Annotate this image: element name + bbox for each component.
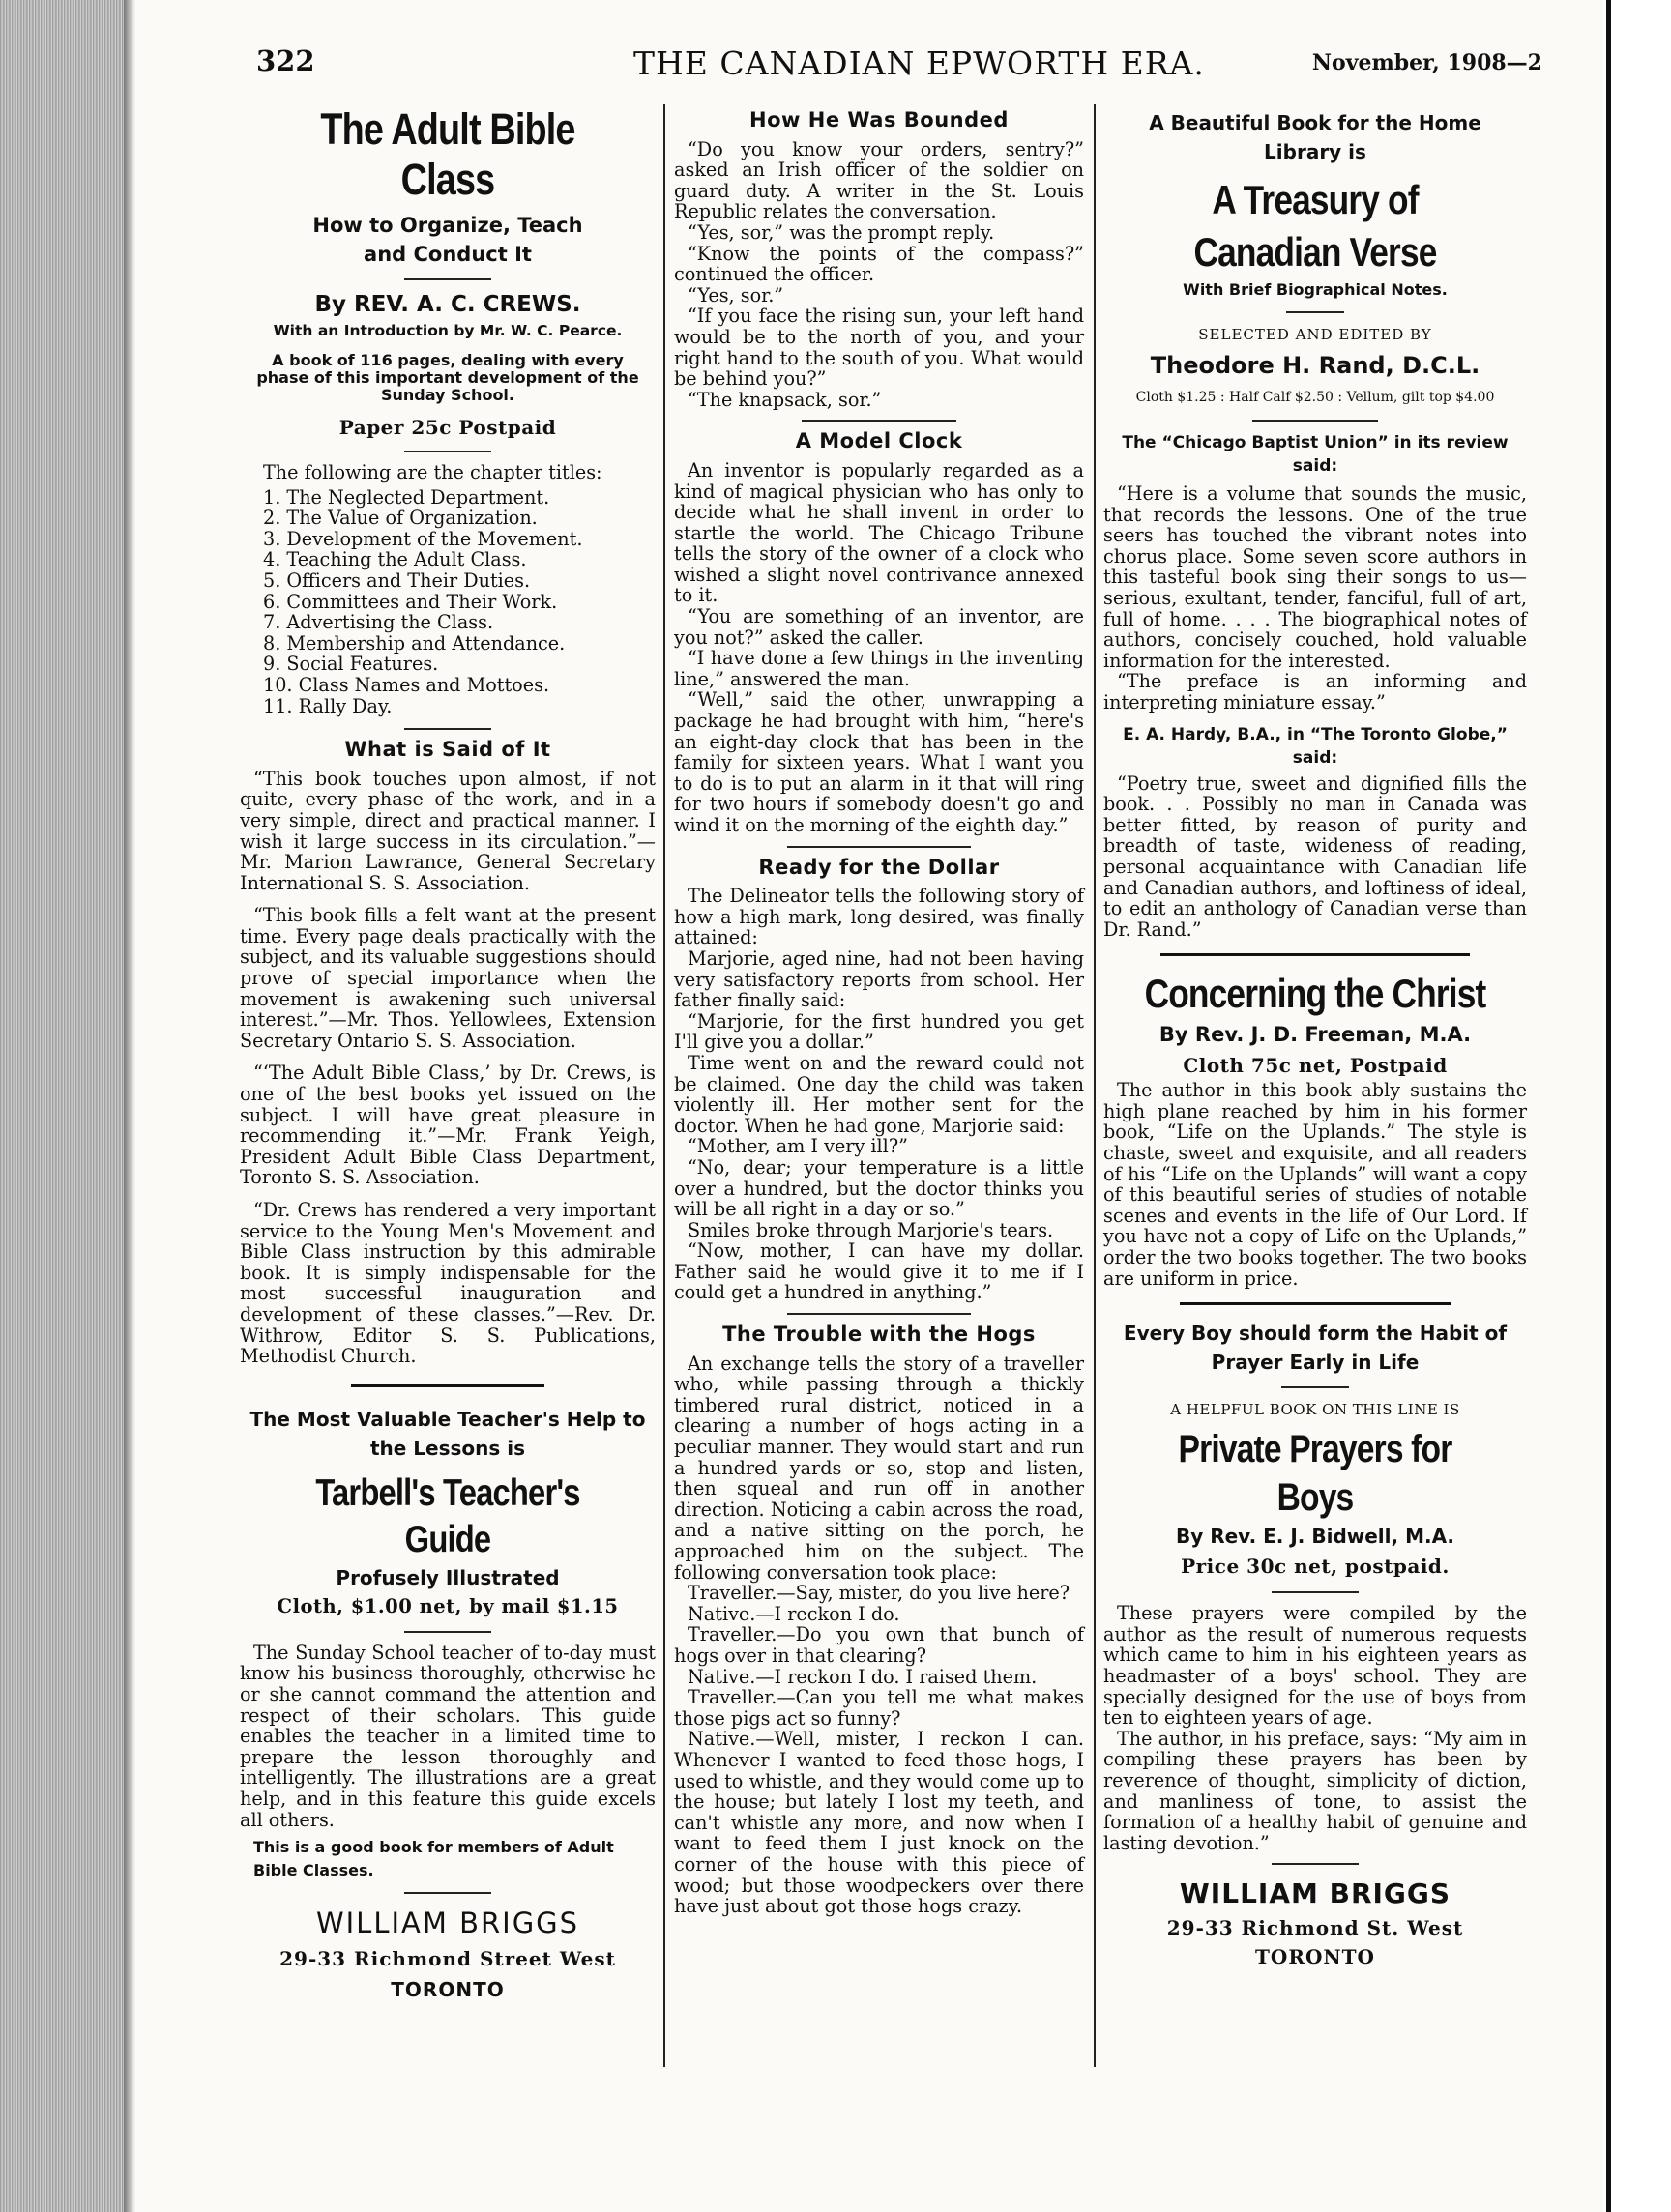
story-paragraph: “Know the points of the compass?” continued the officer. — [674, 242, 1084, 286]
ad-subtitle: How to Organize, Teach and Conduct It — [312, 214, 583, 266]
column-adult-bible-class — [240, 104, 656, 2004]
story-paragraph: The Delineator tells the following story of how a high mark, long desired, was finally attained: — [674, 885, 1084, 949]
review-text: “Here is a volume that sounds the music, that records the lessons. One of the true seers has touched the vibrant notes into chorus place. Some seven score authors in this tasteful book sing their songs to us—serious, exultant, tender, fanciful, full of art, full of home. . . . The biographical notes of authors, concisely couched, hold valuable information for the interested. — [1103, 482, 1527, 672]
story-paragraph: “I have done a few things in the inventing line,” answered the man. — [674, 647, 1084, 690]
list-item: 11. Rally Day. — [263, 694, 393, 717]
divider — [404, 451, 491, 452]
publisher-name: WILLIAM BRIGGS — [1179, 1877, 1451, 1910]
story-paragraph: “No, dear; your temperature is a little over a hundred, but the doctor thinks you will be all right in a day or so.” — [674, 1155, 1084, 1221]
story-paragraph: “Mother, am I very ill?” — [688, 1135, 908, 1158]
publisher-name: WILLIAM BRIGGS — [315, 1906, 580, 1940]
divider — [802, 420, 956, 422]
ad-author: By REV. A. C. CREWS. — [314, 292, 581, 317]
section-heading: What is Said of It — [344, 738, 551, 762]
divider — [404, 278, 491, 280]
story-paragraph: “You are something of an inventor, are you not?” asked the caller. — [674, 605, 1084, 649]
column-book-ads — [1103, 104, 1527, 1971]
page-edge-line — [1606, 0, 1611, 2212]
story-paragraph: An inventor is popularly regarded as a kind of magical physician who has only to decide what he shall invent in order to startle the world. The Chicago Tribune tells the story of the owner of a clock who wished a slight novel contrivance annexed to it. — [674, 458, 1084, 607]
story-paragraph: An exchange tells the story of a traveller who, while passing through a thickly timbered rural district, noticed in a clearing a number of hogs acting in a peculiar manner. They would start and run a hundred yards or so, stop and listen, then squeal and run off in another direction. Noticing a cabin across the road, and a native sitting on the porch, he approached him on the subject. The following conversation took place: — [674, 1352, 1084, 1584]
story-paragraph: Native.—I reckon I do. I raised them. — [688, 1665, 1038, 1688]
story-title: How He Was Bounded — [749, 108, 1009, 131]
story-paragraph: Traveller.—Do you own that bunch of hogs over in that clearing? — [674, 1623, 1084, 1667]
review-text: “Poetry true, sweet and dignified fills the book. . . Possibly no man in Canada was better fitted, by reason of purity and breadth of taste, wideness of reading, personal acquaintance with Canadian life and Canadian authors, and loftiness of ideal, to edit an anthology of Canadian verse than Dr. Rand.” — [1103, 771, 1527, 941]
christ-description: The author in this book ably sustains the high plane reached by him in his former book, “Life on the Uplands.” The style is chaste, sweet and exquisite, and all readers of his “Life on the Uplands” will want a copy of this beautiful series of studies of notable scenes and events in the life of Our Lord. If you have not a copy of Life on the Uplands,” order the two books together. The two books are uniform in price. — [1103, 1079, 1527, 1290]
page-number: 322 — [256, 44, 315, 77]
review-heading: E. A. Hardy, B.A., in “The Toronto Globe,” said: — [1123, 724, 1508, 768]
publisher-address: 29-33 Richmond Street West — [279, 1947, 616, 1971]
publisher-city: TORONTO — [1255, 1945, 1375, 1969]
publisher-city: TORONTO — [391, 1978, 505, 2002]
page-right-edge — [1603, 0, 1671, 2212]
tarbell-subtitle: Profusely Illustrated — [336, 1565, 560, 1589]
tarbell-title: Tarbell's Teacher's Guide — [315, 1471, 580, 1560]
prayers-author: By Rev. E. J. Bidwell, M.A. — [1175, 1525, 1455, 1549]
selected-by: SELECTED AND EDITED BY — [1198, 326, 1432, 343]
divider — [787, 846, 971, 848]
publisher-address: 29-33 Richmond St. West — [1166, 1916, 1464, 1940]
list-item: 10. Class Names and Mottoes. — [263, 673, 550, 696]
helpful-book: A HELPFUL BOOK ON THIS LINE IS — [1170, 1401, 1460, 1419]
divider — [1272, 1591, 1359, 1593]
divider — [787, 1313, 971, 1315]
list-item: 3. Development of the Movement. — [263, 527, 583, 550]
quote: “Dr. Crews has rendered a very important service to the Young Men's Movement and Bible Class instruction by this admirable book. It is simply indispensable for the most successful inauguration and development of these classes.”—Rev. Dr. Withrow, Editor S. S. Publications, Methodist Church. — [240, 1199, 656, 1368]
divider — [1286, 311, 1344, 313]
tarbell-note: This is a good book for members of Adult Bible Classes. — [253, 1838, 614, 1880]
column-stories — [674, 104, 1084, 1917]
story-paragraph: Native.—Well, mister, I reckon I can. Whenever I wanted to feed those hogs, I used to whistle, and they would come up to the house; but lately I lost my teeth, and can't whistle any more, and now when I want to feed them I just knock on the corner of the house with this piece of wood; but those woodpeckers over there have just about got those hogs crazy. — [674, 1728, 1084, 1918]
list-item: 2. The Value of Organization. — [263, 507, 538, 530]
quote: “‘The Adult Bible Class,’ by Dr. Crews, is one of the best books yet issued on the subject. I will have great pleasure in recommending it.”—Mr. Frank Yeigh, President Adult Bible Class Department, Toronto S. S. Association. — [240, 1062, 656, 1189]
story-paragraph: “Now, mother, I can have my dollar. Father said he would give it to me if I could get a hundred in anything.” — [674, 1239, 1084, 1304]
story-paragraph: “Yes, sor,” was the prompt reply. — [688, 220, 995, 244]
tarbell-price: Cloth, $1.00 net, by mail $1.15 — [277, 1594, 619, 1617]
story-paragraph: “The knapsack, sor.” — [688, 388, 882, 411]
divider — [404, 728, 491, 730]
divider — [404, 1631, 491, 1633]
review-heading: The “Chicago Baptist Union” in its review said: — [1122, 433, 1509, 476]
tarbell-description: The Sunday School teacher of to-day must know his business thoroughly, otherwise he or she cannot command the attention and respect of their scholars. This guide enables the teacher in a limited time to prepare the lesson thoroughly and intelligently. The illustrations are a great help, and in this feature this guide excels all others. — [240, 1641, 656, 1831]
book-binding — [0, 0, 124, 2212]
story-paragraph: “If you face the rising sun, your left hand would be to the north of you, and your right hand to the south of you. What would be behind you?” — [674, 305, 1084, 391]
ad-intro: With an Introduction by Mr. W. C. Pearce. — [273, 322, 623, 339]
story-title: A Model Clock — [795, 429, 963, 453]
editor-name: Theodore H. Rand, D.C.L. — [1150, 352, 1480, 379]
divider — [1180, 1302, 1451, 1305]
divider — [351, 1384, 544, 1387]
chapter-list — [240, 487, 656, 717]
christ-title: Concerning the Christ — [1144, 971, 1486, 1017]
prayers-title: Private Prayers for Boys — [1178, 1428, 1452, 1520]
christ-price: Cloth 75c net, Postpaid — [1183, 1054, 1448, 1078]
prayers-price: Price 30c net, postpaid. — [1181, 1555, 1450, 1579]
binding-shadow — [124, 0, 135, 2212]
ad-title: The Adult Bible Class — [320, 104, 575, 204]
story-paragraph: Smiles broke through Marjorie's tears. — [688, 1218, 1054, 1241]
list-item: 9. Social Features. — [263, 653, 439, 676]
christ-author: By Rev. J. D. Freeman, M.A. — [1158, 1023, 1472, 1047]
story-paragraph: “Do you know your orders, sentry?” asked an Irish officer of the soldier on guard duty. A writer in the St. Louis Republic relates the conversation. — [674, 137, 1084, 223]
treasury-subtitle: With Brief Biographical Notes. — [1183, 280, 1448, 299]
story-paragraph: “Well,” said the other, unwrapping a package he had brought with him, “here's an eight-day clock that has been in the family for sixteen years. What I want you to do is to put an alarm in it that will ring for two hours if somebody doesn't go and wind it on the morning of the eighth day.” — [674, 688, 1084, 836]
list-item: 5. Officers and Their Duties. — [263, 568, 531, 592]
prayers-description: These prayers were compiled by the author as the result of numerous requests which came to him in his eighteen years as headmaster of a boys' school. They are specially designed for the use of boys from ten to eighteen years of age. — [1103, 1602, 1527, 1730]
tarbell-lead: The Most Valuable Teacher's Help to the Lessons is — [249, 1407, 646, 1460]
divider — [1160, 953, 1470, 956]
quote: “This book touches upon almost, if not quite, every phase of the work, and in a very simple, direct and practical manner. I wish it large success in its circulation.”—Mr. Marion Lawrance, General Secretary International S. S. Association. — [240, 767, 656, 894]
ad-price: Paper 25c Postpaid — [338, 416, 557, 439]
treasury-title: A Treasury of Canadian Verse — [1193, 177, 1437, 275]
ad-description: A book of 116 pages, dealing with every phase of this important development of the Sunday School. — [256, 351, 639, 404]
story-paragraph: Traveller.—Can you tell me what makes those pigs act so funny? — [674, 1686, 1084, 1730]
divider — [1252, 420, 1378, 422]
column-rule-left — [663, 104, 665, 2067]
story-title: Ready for the Dollar — [758, 855, 1000, 879]
list-item: 8. Membership and Attendance. — [263, 631, 566, 655]
story-paragraph: Native.—I reckon I do. — [688, 1602, 900, 1625]
list-item: 7. Advertising the Class. — [263, 611, 494, 634]
story-paragraph: Traveller.—Say, mister, do you live here? — [688, 1582, 1070, 1605]
story-paragraph: Marjorie, aged nine, had not been having very satisfactory reports from school. Her father finally said: — [674, 946, 1084, 1012]
divider — [404, 1892, 491, 1894]
quote: “This book fills a felt want at the present time. Every page deals practically with the subject, and its valuable suggestions should prove of special importance when the movement is awakening such universal interest.”—Mr. Thos. Yellowlees, Extension Secretary Ontario S. S. Association. — [240, 904, 656, 1052]
list-item: 1. The Neglected Department. — [263, 485, 550, 509]
divider — [1281, 1386, 1349, 1388]
story-paragraph: “Marjorie, for the first hundred you get I'll give you a dollar.” — [674, 1009, 1084, 1054]
journal-title: THE CANADIAN EPWORTH ERA. — [633, 44, 1205, 82]
list-item: 6. Committees and Their Work. — [263, 590, 558, 613]
story-paragraph: “Yes, sor.” — [688, 283, 784, 306]
column-rule-right — [1094, 104, 1096, 2067]
story-title: The Trouble with the Hogs — [722, 1323, 1036, 1347]
page-header — [256, 44, 1542, 93]
review-text: “The preface is an informing and interpreting miniature essay.” — [1103, 670, 1527, 713]
treasury-lead: A Beautiful Book for the Home Library is — [1149, 111, 1481, 163]
prayers-description: The author, in his preface, says: “My aim in compiling these prayers has been by reverence of thought, simplicity of diction, and manliness of tone, to assist the formation of a healthy habit of genuine and lasting devotion.” — [1103, 1727, 1527, 1854]
story-paragraph: Time went on and the reward could not be claimed. One day the child was taken violently ill. Her mother sent for the doctor. When he had gone, Marjorie said: — [674, 1051, 1084, 1137]
boy-lead: Every Boy should form the Habit of Prayer Early in Life — [1123, 1322, 1508, 1375]
treasury-prices: Cloth $1.25 : Half Calf $2.50 : Vellum, gilt top $4.00 — [1135, 390, 1495, 405]
issue-date: November, 1908—2 — [1311, 50, 1542, 75]
chapter-intro: The following are the chapter titles: — [263, 461, 602, 483]
list-item: 4. Teaching the Adult Class. — [263, 548, 527, 571]
divider — [1272, 1863, 1359, 1865]
